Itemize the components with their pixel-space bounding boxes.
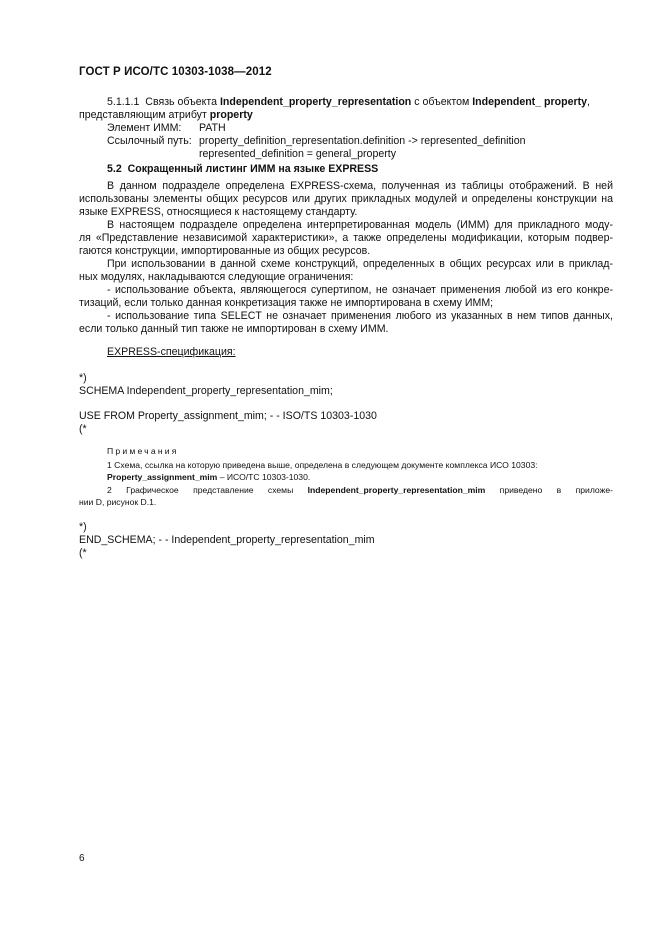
list-item [107,310,613,323]
paragraph [107,219,613,232]
clause-5-1-1-1-line1 [107,96,590,109]
paragraph [107,258,613,271]
paragraph-line: языке EXPRESS, относящиеся к настоящему стандарту. [79,206,358,218]
paragraph-line: если только данный тип также не импортирован в схему ИММ. [79,323,389,335]
clause-text: , [587,96,590,108]
entity-name: Independent_property_representation [219,96,412,108]
note-line: 1 Схема, ссылка на которую приведена выше, определена в следующем документе комплекса ИСО 10303: [107,460,538,470]
section-number: 5.2 [107,163,122,175]
clause-text: представляющим атрибут [79,109,207,121]
paragraph [79,232,613,258]
clause-number: 5.1.1.1 [107,96,140,108]
paragraph-line: ных модулях, накладываются следующие ограничения: [79,271,354,283]
section-heading [107,163,378,176]
paragraph-line: - использование объекта, являющегося супертипом, не означает применения любой из его конкре- [107,284,613,296]
notes-title: Примечания [107,446,179,456]
code-line: END_SCHEMA; - - Independent_property_representation_mim [79,534,375,546]
note-line [107,471,310,483]
code-line: *) [79,372,87,384]
document-header: ГОСТ Р ИСО/ТС 10303-1038—2012 [79,66,272,78]
paragraph-line: При использовании в данной схеме конструкций, определенных в общих ресурсах или в приклад- [107,258,613,270]
note-text: – ИСО/ТС 10303-1030. [217,472,311,482]
list-item [79,323,613,336]
reference-path-label: Ссылочный путь: [107,135,192,147]
paragraph [107,180,613,193]
schema-name: Independent_property_representation_mim [307,485,486,495]
code-line: USE FROM Property_assignment_mim; - - ISO/TS 10303-1030 [79,410,377,422]
clause-text: Связь объекта [145,96,218,108]
clause-5-1-1-1-line2 [79,109,253,122]
paragraph-line: В настоящем подразделе определена интерпретированная модель (ИММ) для прикладного моду- [107,219,613,231]
note-line: нии D, рисунок D.1. [79,497,157,507]
note-line [107,484,613,496]
paragraph [79,193,613,219]
note-text: 2 Графическое представление схемы [107,485,294,495]
attribute-name: property [209,109,253,121]
paragraph-line: использованы элементы общих ресурсов или других прикладных модулей и определены конструкции на [79,193,613,205]
paragraph-line: гаются конструкции, импортированные из общих ресурсов. [79,245,371,257]
note-text: приведено в приложе- [499,485,614,495]
list-item [79,297,613,310]
paragraph-line: - использование типа SELECT не означает применения любого из указанных в нем типов данных, [107,310,613,322]
paragraph-line: тизаций, если только данная конкретизация также не импортирована в схему ИММ; [79,297,494,309]
clause-text: с объектом [414,96,470,108]
paragraph-line: В данном подразделе определена EXPRESS-схема, полученная из таблицы отображений. В ней [107,180,613,192]
code-line: *) [79,521,87,533]
paragraph [79,271,613,284]
code-line: SCHEMA Independent_property_representation_mim; [79,385,333,397]
reference-path-line: represented_definition = general_property [199,148,397,160]
code-line: (* [79,423,87,435]
list-item [107,284,613,297]
aim-element-label: Элемент ИММ: [107,122,182,134]
schema-name: Property_assignment_mim [107,472,218,482]
section-title: Сокращенный листинг ИММ на языке EXPRESS [127,163,379,175]
aim-element-value: PATH [199,122,226,134]
paragraph-line: ля «Представление независимой характеристики», а также определены модификации, которым подвер- [79,232,613,244]
entity-name: Independent_ property [472,96,588,108]
code-line: (* [79,547,87,559]
express-spec-label: EXPRESS-спецификация: [107,346,236,358]
reference-path-line: property_definition_representation.definition -> represented_definition [199,135,526,147]
page-number: 6 [79,853,85,864]
